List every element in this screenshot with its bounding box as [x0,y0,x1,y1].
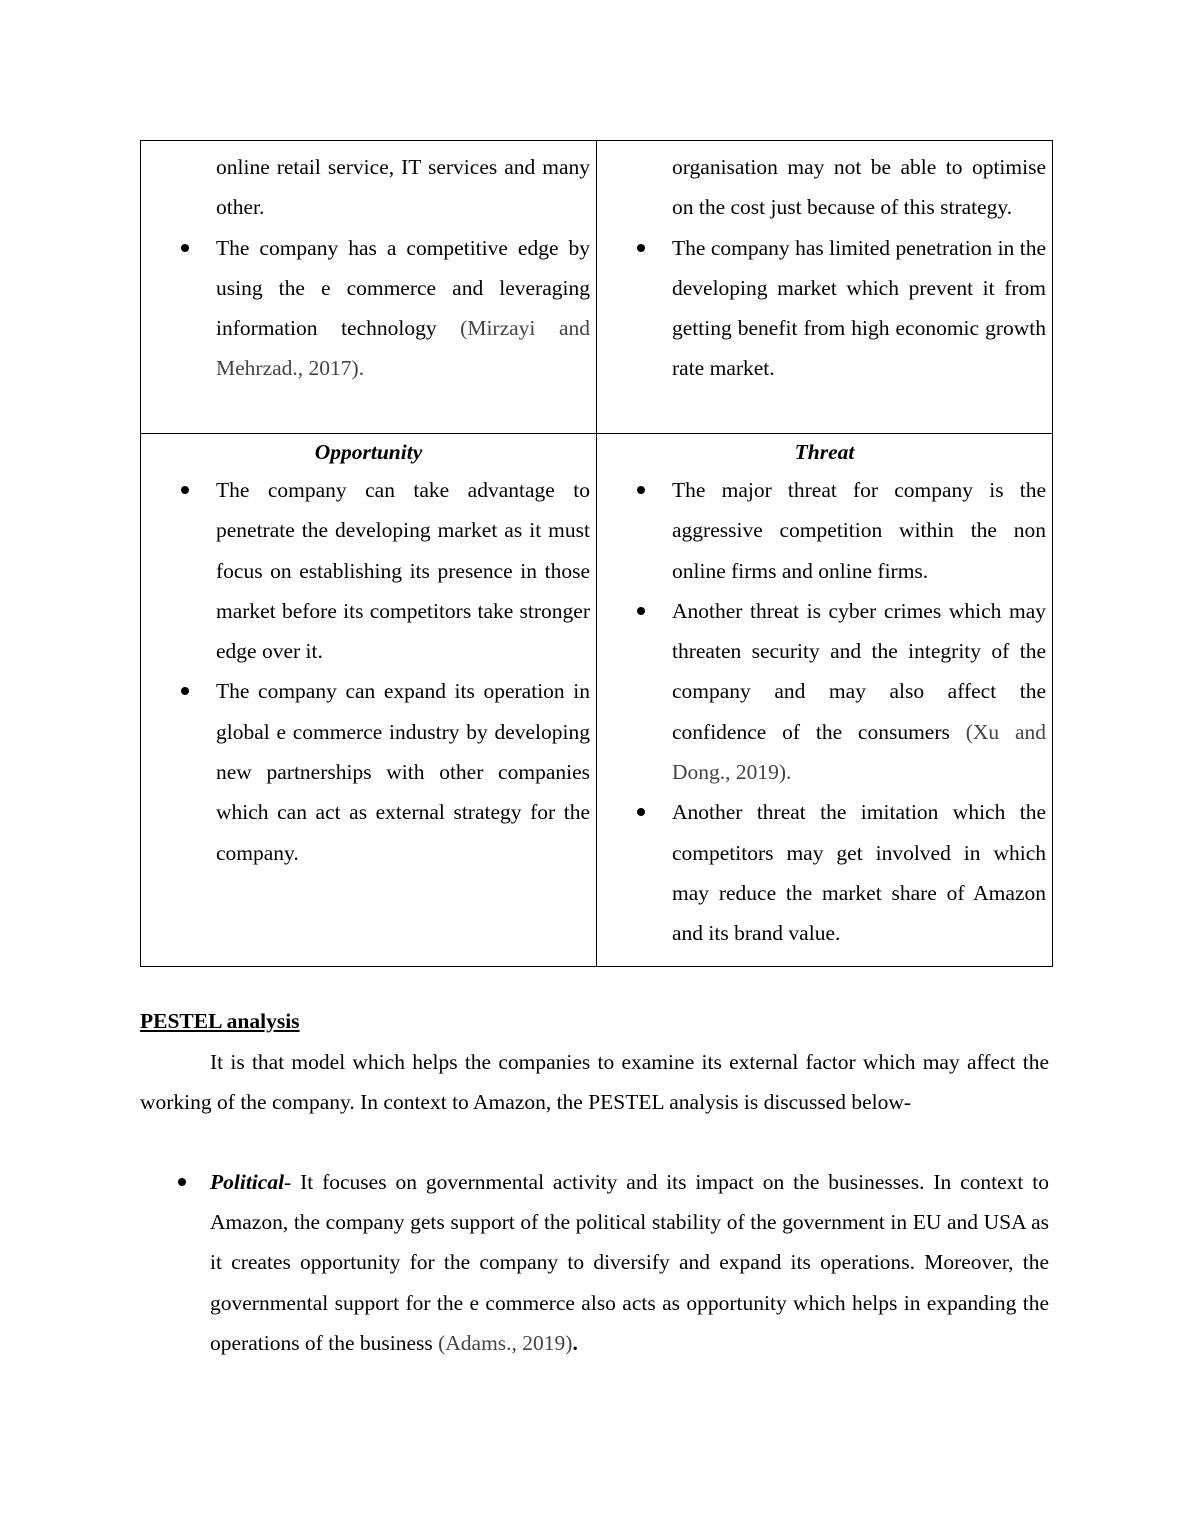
bullet-icon [181,244,189,252]
intro-paragraph: It is that model which helps the companies to examine its external factor which may affect the working of the company. In context to Amazon, the PESTEL analysis is discussed below- [140,1050,1049,1115]
bullet-icon [637,486,645,494]
bullet-icon [178,1178,186,1186]
bullet-icon [181,486,189,494]
bullet-icon [637,607,645,615]
list-item: Political- It focuses on governmental activity and its impact on the businesses. In context to Amazon, the company gets support of the political stability of the government in EU and USA as it creates opportunity for the company to diversify and expand its operations. Moreover, the governmental support for the e commerce also acts as opportunity which helps in expanding the operations of the business (Adams., 2019). [140,1162,1049,1363]
strengths-continued-text: online retail service, IT services and many other. [216,155,590,220]
weaknesses-continued-text: organisation may not be able to optimise on the cost just because of this strategy. [672,155,1046,220]
pestel-list [140,1162,1049,1363]
list-item: The company can expand its operation in global e commerce industry by developing new partnerships with other companies which can act as external strategy for the company. [141,671,590,872]
bullet-icon [637,244,645,252]
bullet-icon [181,687,189,695]
strengths-cell [141,141,597,434]
opportunity-cell [141,434,597,967]
threat-cell [597,434,1053,967]
list-item: Another threat the imitation which the competitors may get involved in which may reduce the market share of Amazon and its brand value. [597,792,1046,953]
list-item: The company has a competitive edge by using the e commerce and leveraging information technology (Mirzayi and Mehrzad., 2017). [141,228,590,389]
list-item: The company can take advantage to penetrate the developing market as it must focus on establishing its presence in those market before its competitors take stronger edge over it. [141,470,590,671]
list-item: The major threat for company is the aggressive competition within the non online firms and online firms. [597,470,1046,591]
citation: (Adams., 2019) [438,1330,573,1355]
section-title: PESTEL analysis [140,1009,300,1033]
opportunity-heading: Opportunity [314,440,423,464]
swot-table [140,140,1053,967]
list-item: The company has limited penetration in the developing market which prevent it from getting benefit from high economic growth rate market. [597,228,1046,389]
weaknesses-cell [597,141,1053,434]
citation: (Mirzayi and Mehrzad., 2017). [216,316,590,381]
political-label: Political [210,1170,285,1194]
threat-heading: Threat [794,440,855,464]
list-item: Another threat is cyber crimes which may threaten security and the integrity of the company and may also affect the confidence of the consumers (Xu and Dong., 2019). [597,591,1046,792]
bullet-icon [637,808,645,816]
citation: (Xu and Dong., 2019). [672,719,1047,785]
